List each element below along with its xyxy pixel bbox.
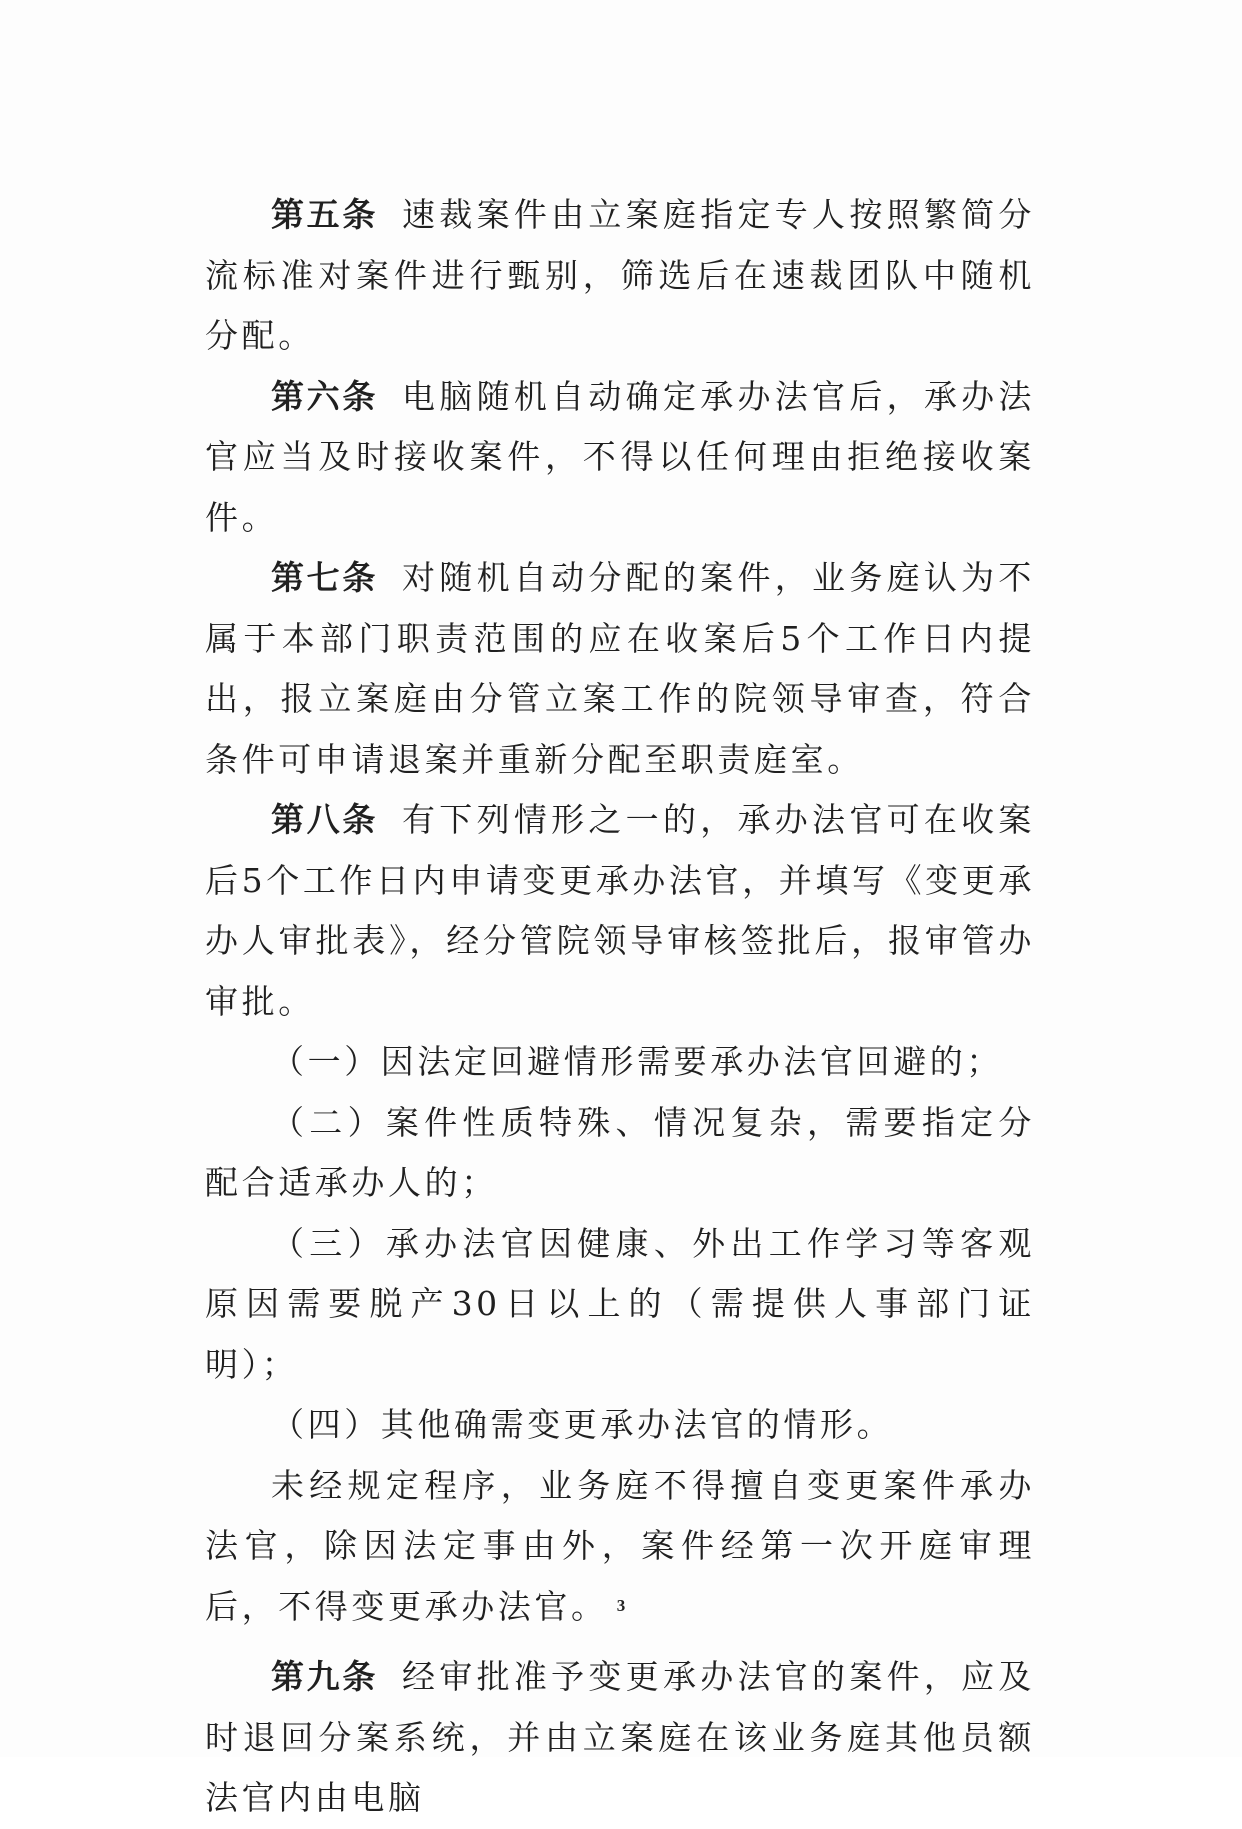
list-item-2: （二）案件性质特殊、情况复杂，需要指定分配合适承办人的；	[205, 1102, 1035, 1202]
article-5-heading: 第五条	[271, 195, 379, 234]
list-item-1: （一）因法定回避情形需要承办法官回避的；	[271, 1042, 1003, 1081]
closing-paragraph: 未经规定程序，业务庭不得擅自变更案件承办法官，除因法定事由外，案件经第一次开庭审理后，不得变更承办法官。	[205, 1465, 1035, 1626]
article-5	[205, 185, 1035, 367]
article-5-text: 速裁案件由立案庭指定专人按照繁简分流标准对案件进行甄别，筛选后在速裁团队中随机分配。	[205, 195, 1036, 355]
article-8	[205, 790, 1035, 1032]
article-6-heading: 第六条	[271, 376, 379, 416]
list-item-3: （三）承办法官因健康、外出工作学习等客观原因需要脱产30日以上的（需提供人事部门证明）；	[205, 1223, 1035, 1384]
article-8-text: 有下列情形之一的，承办法官可在收案后5个工作日内申请变更承办法官，并填写《变更承办人审批表》，经分管院领导审核签批后，报审管办审批。	[205, 800, 1036, 1021]
article-6-text: 电脑随机自动确定承办法官后，承办法官应当及时接收案件，不得以任何理由拒绝接收案件。	[205, 376, 1036, 537]
list-item-4: （四）其他确需变更承办法官的情形。	[271, 1405, 894, 1444]
article-7	[205, 548, 1035, 790]
article-8-heading: 第八条	[271, 800, 379, 839]
article-9-text: 经审批准予变更承办法官的案件，应及时退回分案系统，并由立案庭在该业务庭其他员额法官内由电脑	[205, 1657, 1036, 1817]
document-body	[205, 185, 1035, 1829]
article-7-heading: 第七条	[271, 558, 379, 597]
article-7-text: 对随机自动分配的案件，业务庭认为不属于本部门职责范围的应在收案后5个工作日内提出，报立案庭由分管立案工作的院领导审查，符合条件可申请退案并重新分配至职责庭室。	[205, 558, 1036, 779]
article-6	[205, 367, 1035, 549]
article-9	[205, 1647, 1035, 1829]
article-9-heading: 第九条	[271, 1657, 379, 1696]
page-number: 3	[616, 1596, 626, 1615]
